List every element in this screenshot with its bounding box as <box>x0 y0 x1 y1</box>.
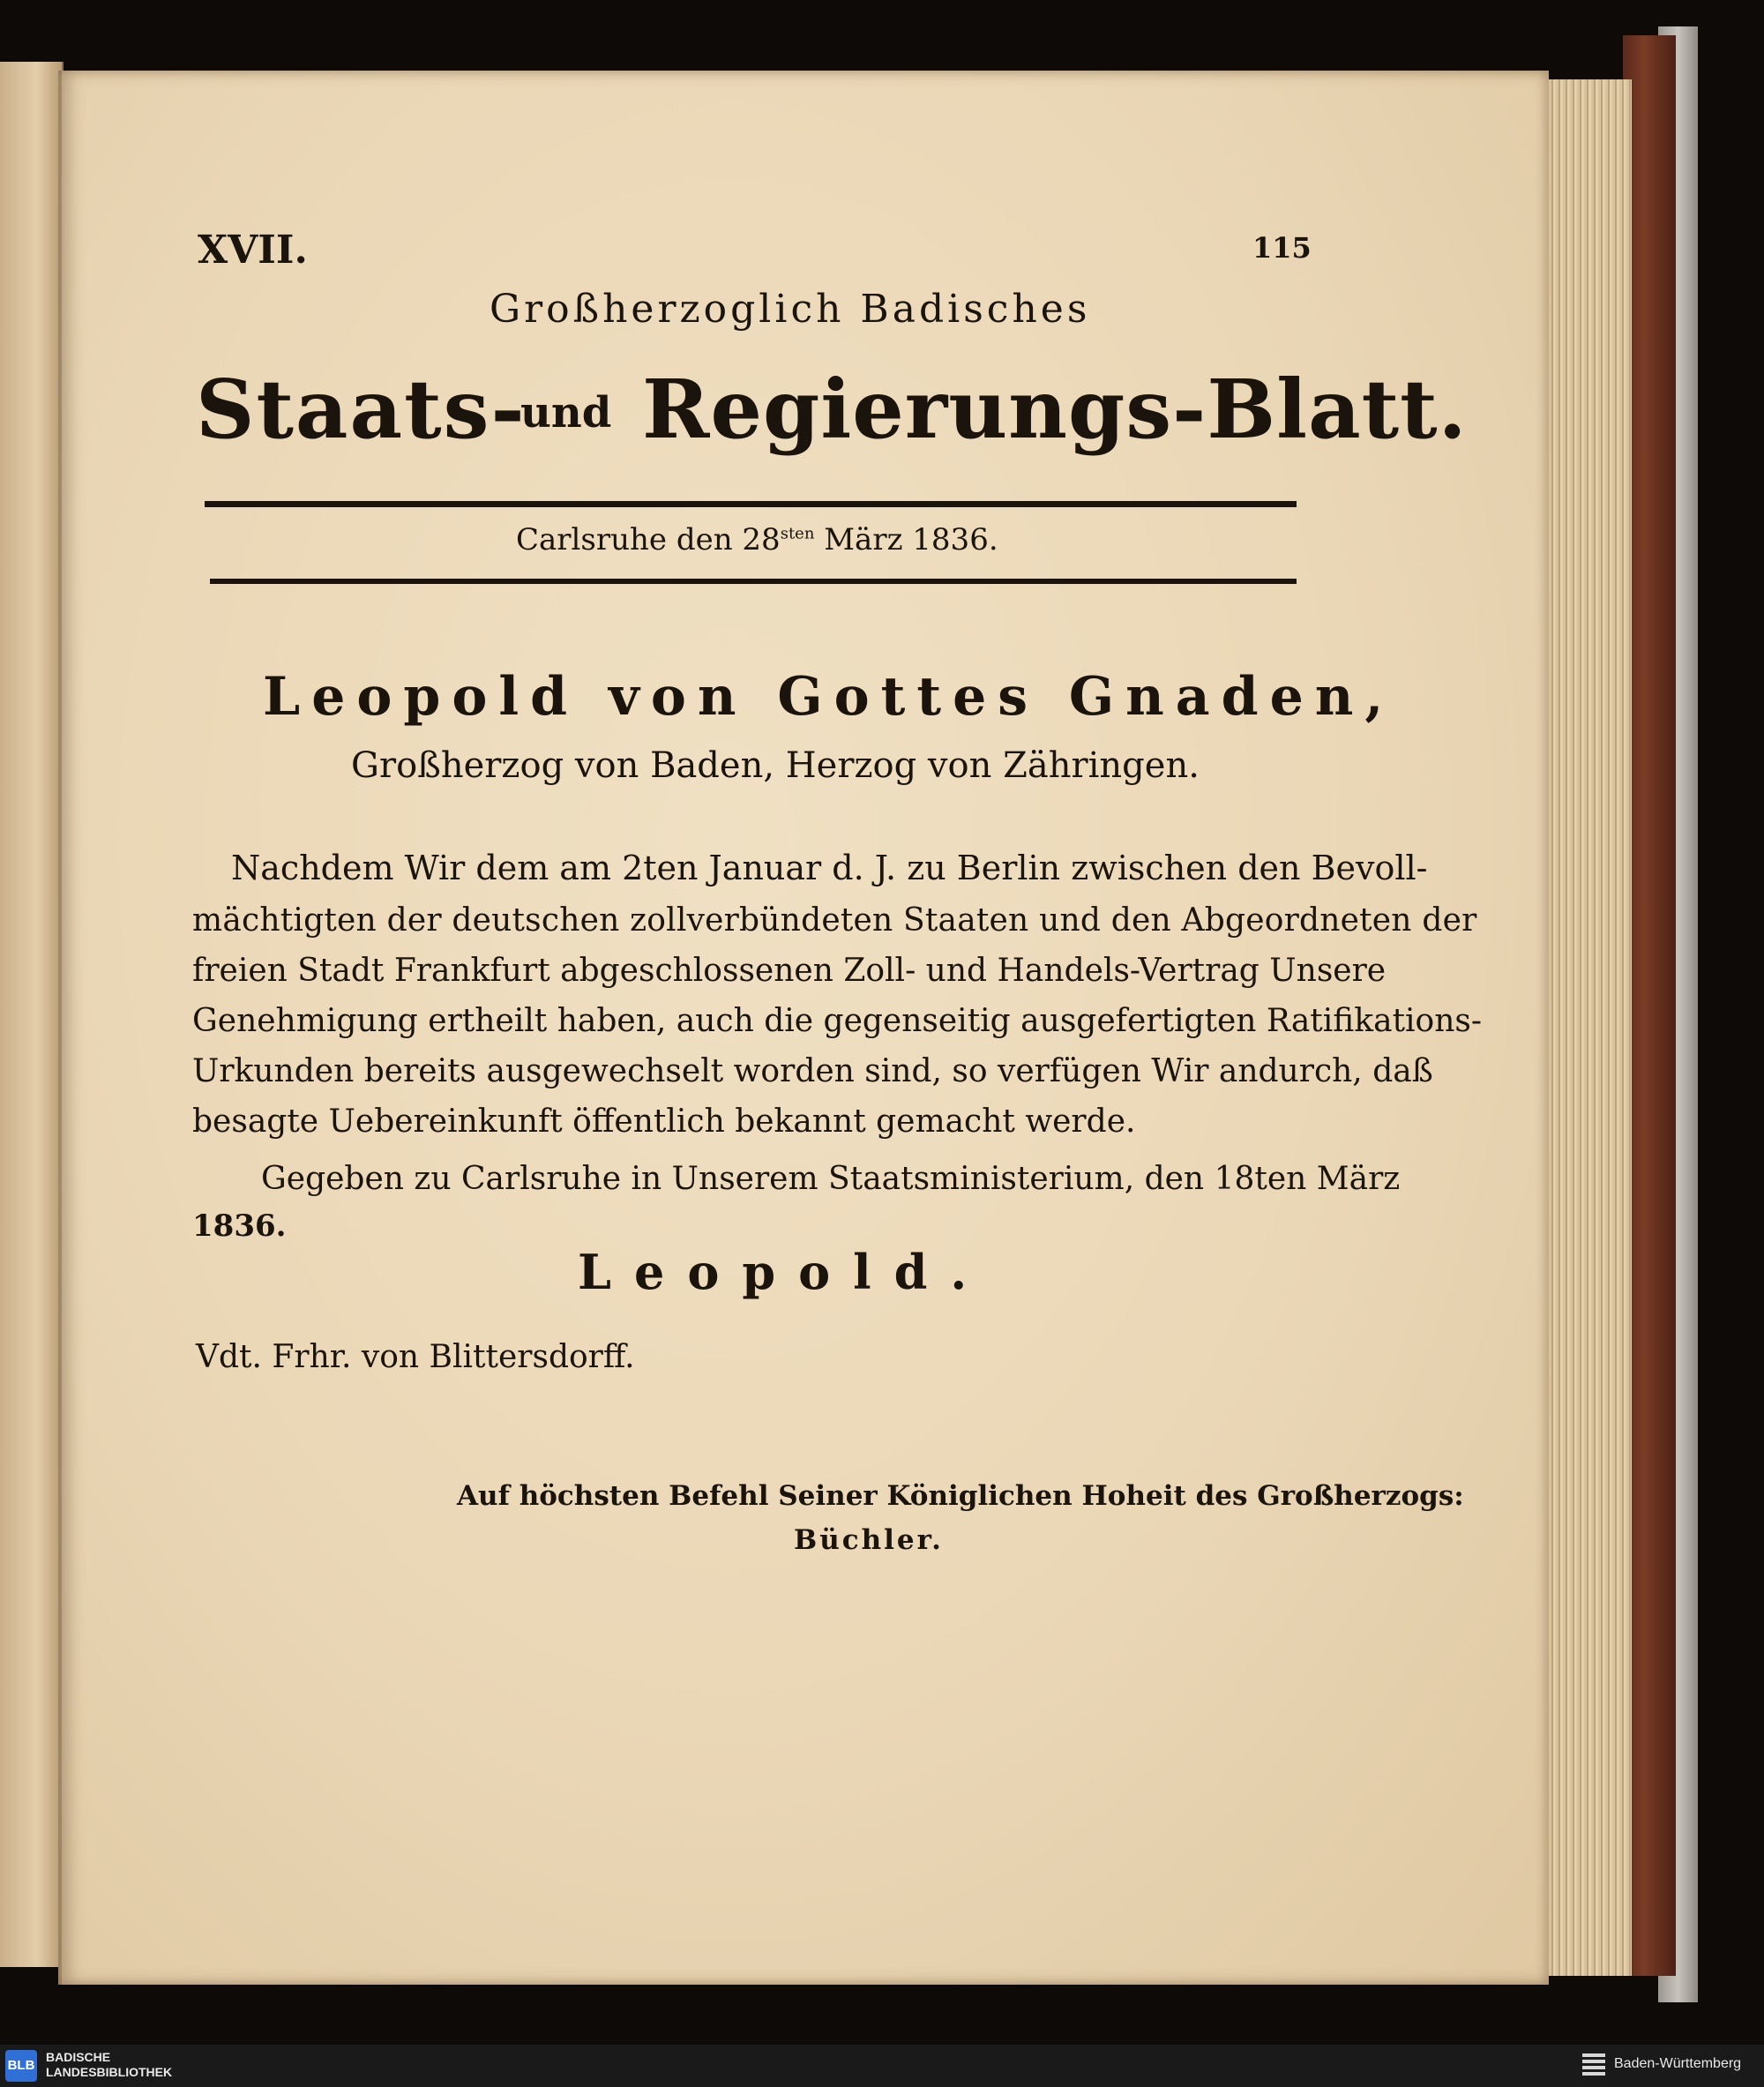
countersignature: Vdt. Frhr. von Blittersdorff. <box>196 1339 635 1375</box>
masthead-title-und: und <box>520 388 612 438</box>
masthead-rule-bottom <box>210 579 1297 584</box>
paragraph-line: freien Stadt Frankfurt abgeschlossenen Zoll- und Handels-Vertrag Unsere <box>192 953 1387 989</box>
paragraph-line: mächtigten der deutschen zollverbündeten Staaten und den Abgeordneten der <box>192 902 1477 939</box>
command-name: Büchler. <box>794 1524 944 1556</box>
viewer-footer <box>0 2045 1764 2087</box>
dateline-month-year: März 1836. <box>824 522 998 557</box>
command-line: Auf höchsten Befehl Seiner Königlichen Hoheit des Großherzogs: <box>457 1480 1464 1512</box>
paragraph-line: Urkunden bereits ausgewechselt worden sind, so verfügen Wir andurch, daß <box>192 1053 1433 1089</box>
given-line: Gegeben zu Carlsruhe in Unserem Staatsministerium, den 18ten März <box>261 1161 1401 1197</box>
given-year: 1836. <box>192 1208 287 1244</box>
decree-heading: Leopold von Gottes Gnaden, <box>263 666 1395 728</box>
library-name[interactable] <box>46 2050 172 2080</box>
page-stack-edge <box>1535 79 1632 1976</box>
dateline-day-suffix: sten <box>780 524 815 543</box>
masthead-rule-top <box>205 501 1297 507</box>
blb-logo[interactable]: BLB <box>5 2050 37 2082</box>
state-name[interactable]: Baden-Württemberg <box>1614 2056 1742 2071</box>
dateline <box>516 522 998 557</box>
dateline-place: Carlsruhe den 28 <box>516 522 781 557</box>
paragraph-line: Genehmigung ertheilt haben, auch die gegenseitig ausgefertigten Ratifikations- <box>192 1003 1483 1039</box>
paragraph-line: Nachdem Wir dem am 2ten Januar d. J. zu Berlin zwischen den Bevoll- <box>231 849 1428 887</box>
left-page-edge <box>0 62 64 1967</box>
page-number: 115 <box>1252 231 1312 265</box>
decree-subheading: Großherzog von Baden, Herzog von Zähringen. <box>351 745 1200 786</box>
signature: Leopold. <box>578 1244 990 1300</box>
library-name-line2: LANDESBIBLIOTHEK <box>46 2065 173 2079</box>
library-name-line1: BADISCHE <box>46 2050 111 2064</box>
issue-number: XVII. <box>198 228 308 273</box>
paragraph-line: besagte Uebereinkunft öffentlich bekannt gemacht werde. <box>192 1103 1136 1140</box>
masthead-title-part2: Regierungs-Blatt. <box>642 362 1468 457</box>
page-fold <box>58 71 62 1985</box>
masthead-title-part1: Staats- <box>196 362 527 457</box>
masthead-publisher: Großherzoglich Badisches <box>490 287 1091 332</box>
bw-coat-of-arms-icon <box>1581 2051 1607 2081</box>
